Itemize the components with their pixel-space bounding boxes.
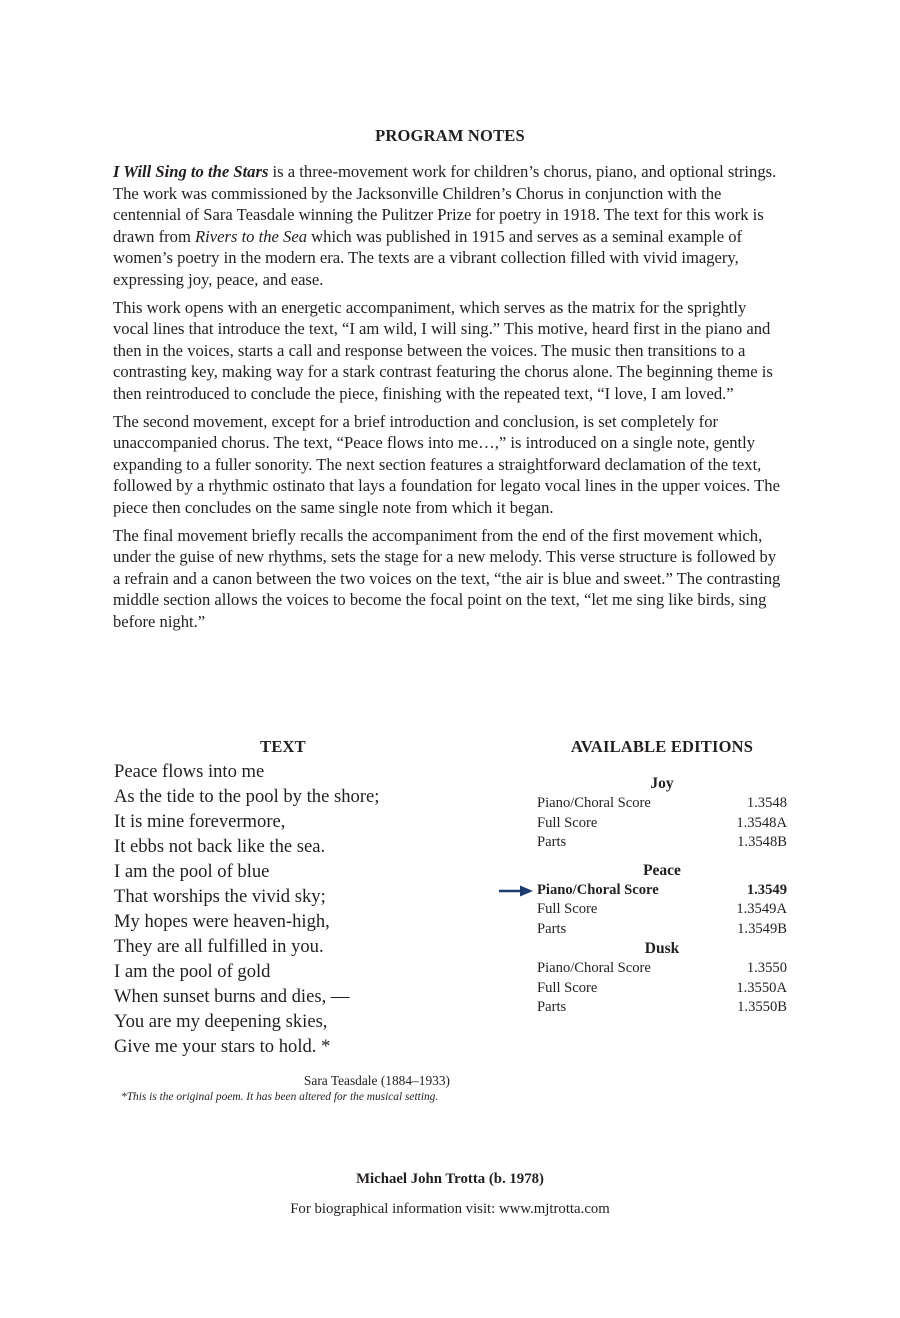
edition-group-title-dusk: Dusk <box>644 940 680 957</box>
edition-code: 1.3550B <box>737 999 787 1015</box>
edition-group-title-joy: Joy <box>650 775 674 792</box>
composer-bio-link[interactable]: For biographical information visit: www.mjtrotta.com <box>290 1201 610 1217</box>
poem-line: It ebbs not back like the sea. <box>114 836 326 857</box>
poem-author: Sara Teasdale (1884–1933) <box>303 1073 450 1088</box>
editions-heading: AVAILABLE EDITIONS <box>570 737 754 756</box>
poem-line: I am the pool of gold <box>114 961 271 982</box>
poem-line: When sunset burns and dies, — <box>114 986 350 1007</box>
arrow-right-icon <box>499 885 533 897</box>
notes-paragraph-3: The second movement, except for a brief introduction and conclusion, is set completely for unaccompanied chorus. The text, “Peace flows into me…,” is introduced on a single note, gently expanding to a fuller sonority. The next section features a straightforward declamation of the text, followed by a rhythmic ostinato that lays a foundation for legato vocal lines in the upper voices. The piece then concludes on the same single note from which it began. <box>113 411 780 517</box>
edition-label: Piano/Choral Score <box>537 795 651 811</box>
edition-row-current <box>537 881 787 901</box>
edition-label: Parts <box>537 834 567 850</box>
poem-footnote: *This is the original poem. It has been altered for the musical setting. <box>121 1091 439 1103</box>
edition-label: Parts <box>537 920 567 937</box>
program-notes-heading: PROGRAM NOTES <box>375 126 525 145</box>
edition-code: 1.3549A <box>736 901 787 917</box>
poem-line: You are my deepening skies, <box>114 1011 328 1032</box>
edition-label: Parts <box>537 999 567 1015</box>
edition-label: Piano/Choral Score <box>537 960 651 976</box>
edition-code: 1.3548 <box>746 795 787 811</box>
edition-row <box>537 814 787 834</box>
poem-line: That worships the vivid sky; <box>114 886 326 907</box>
poem <box>114 759 474 1059</box>
edition-row <box>537 959 787 979</box>
notes-p1-text-a: is a three-movement work for children’s chorus, piano, and optional strings. The work was commissioned by the Jacksonville Children’s Chorus in conjunction with the centennial of Sara Teasdale winning the Pulitzer Prize for poetry in 1918. The text for this work is drawn from <box>113 162 777 246</box>
notes-p1-text-b: which was published in 1915 and serves as a seminal example of women’s poetry in the modern era. The texts are a vibrant collection filled with vivid imagery, expressing joy, peace, and ease. <box>113 226 743 289</box>
text-heading: TEXT <box>260 737 306 756</box>
poem-line: I am the pool of blue <box>114 861 270 882</box>
edition-row <box>537 794 787 814</box>
edition-label: Full Score <box>537 901 598 917</box>
work-title: I Will Sing to the Stars <box>113 162 269 181</box>
edition-row <box>537 998 787 1018</box>
composer-name: Michael John Trotta (b. 1978) <box>356 1171 544 1187</box>
edition-code: 1.3548B <box>737 834 787 850</box>
edition-label: Piano/Choral Score <box>537 881 659 898</box>
edition-label: Full Score <box>537 979 598 996</box>
edition-label: Full Score <box>537 814 598 831</box>
poem-line: As the tide to the pool by the shore; <box>114 786 380 807</box>
edition-code: 1.3550A <box>736 979 787 996</box>
edition-code: 1.3550 <box>746 960 787 976</box>
edition-code: 1.3548A <box>736 814 787 831</box>
edition-group-title-peace: Peace <box>643 861 681 879</box>
edition-code: 1.3549 <box>746 881 787 898</box>
notes-paragraph-4: The final movement briefly recalls the accompaniment from the end of the first movement which, under the guise of new rhythms, sets the stage for a new melody. This verse structure is followed by a refrain and a canon between the two voices on the text, “the air is blue and sweet.” The contrasting middle section allows the voices to become the focal point on the text, “let me sing like birds, sing before night.” <box>113 525 781 631</box>
editions-list <box>537 774 787 1018</box>
edition-row <box>537 920 787 940</box>
poem-line: It is mine forevermore, <box>114 811 286 832</box>
edition-row <box>537 833 787 853</box>
poem-line: Give me your stars to hold. * <box>114 1036 331 1057</box>
notes-paragraph-1 <box>113 161 785 291</box>
edition-code: 1.3549B <box>737 920 787 937</box>
edition-row <box>537 900 787 920</box>
poem-line: My hopes were heaven-high, <box>114 911 330 932</box>
edition-row <box>537 979 787 999</box>
program-notes-body <box>113 161 785 638</box>
book-title: Rivers to the Sea <box>195 226 308 246</box>
poem-line: They are all fulfilled in you. <box>114 936 324 957</box>
poem-line: Peace flows into me <box>114 761 265 782</box>
notes-paragraph-2: This work opens with an energetic accompaniment, which serves as the matrix for the sprightly vocal lines that introduce the text, “I am wild, I will sing.” This motive, heard first in the piano and then in the voices, starts a call and response between the voices. The music then transitions to a contrasting key, making way for a stark contrast featuring the chorus alone. The beginning theme is then reintroduced to conclude the piece, finishing with the repeated text, “I love, I am loved.” <box>113 297 773 403</box>
